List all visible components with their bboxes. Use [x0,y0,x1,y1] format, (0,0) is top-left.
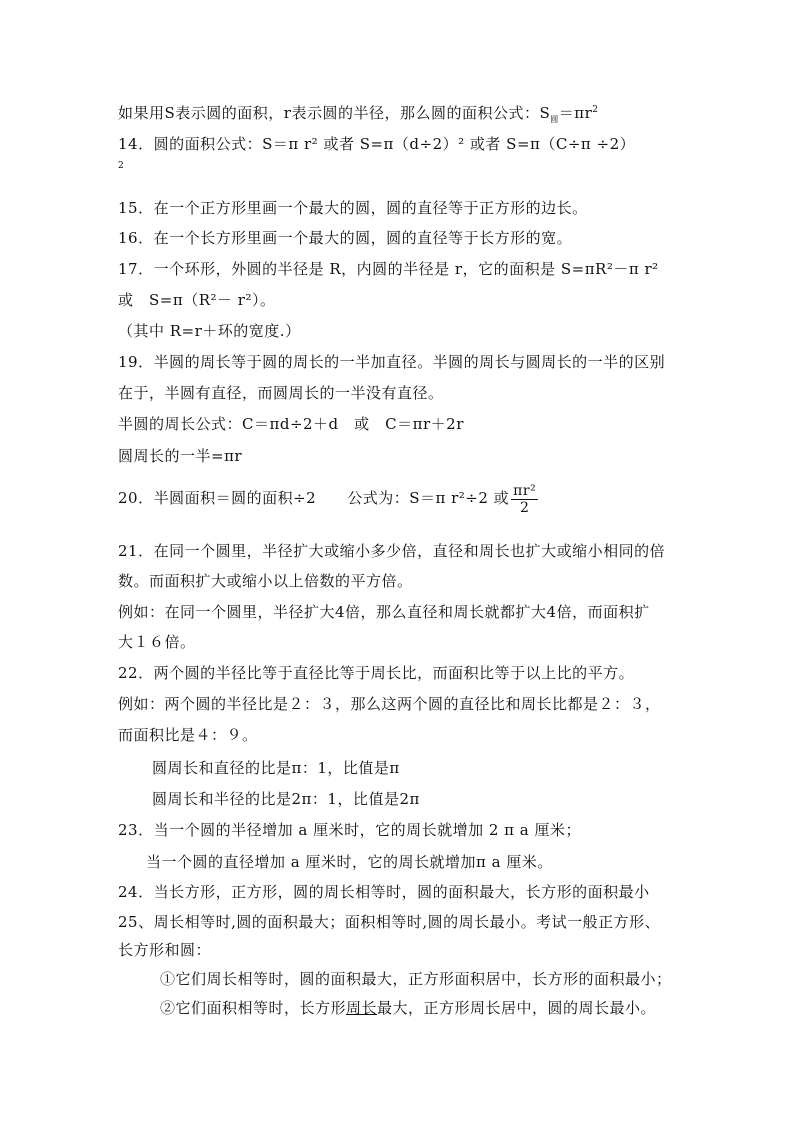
fraction-denominator: 2 [519,499,530,516]
text-line-17: 17．一个环形，外圆的半径是 R，内圆的半径是 r，它的面积是 S=πR²－π r² [118,260,659,278]
fraction-numerator: πr² [513,482,537,499]
text-line-21: 21．在同一个圆里，半径扩大或缩小多少倍，直径和周长也扩大或缩小相同的倍 [118,542,666,560]
text-line-ratio-diameter: 圆周长和直径的比是π：1，比值是π [152,759,400,777]
text-line-15: 15．在一个正方形里画一个最大的圆，圆的直径等于正方形的边长。 [118,199,588,217]
text-line-19: 19．半圆的周长等于圆的周长的一半加直径。半圆的周长与圆周长的一半的区别 [118,353,666,371]
text-line-17-cont: 或 S=π（R²－ r²）。 [118,291,276,309]
text-line-21-cont: 数。而面积扩大或缩小以上倍数的平方倍。 [118,572,413,590]
text-line-25-cont: 长方形和圆： [118,941,212,959]
text-line-22-example-cont: 而面积比是４：９。 [118,726,258,744]
text-line-21-example-cont: 大１６倍。 [118,633,196,651]
text-segment: ②它们面积相等时，长方形 [160,999,347,1017]
text-line-25-item-2 [160,998,656,1018]
text-line-21-example: 例如：在同一个圆里，半径扩大4倍，那么直径和周长就都扩大4倍，而面积扩 [118,603,650,621]
subscript: 圆 [550,115,559,124]
text-line-23: 23．当一个圆的半径增加 a 厘米时，它的周长就增加 2 π a 厘米； [118,821,581,839]
text-line-17-note: （其中 R=r＋环的宽度.） [118,322,301,340]
text-line-20 [118,480,538,516]
text-segment: ＝πr [558,104,593,122]
text-line-19-cont: 在于，半圆有直径，而圆周长的一半没有直径。 [118,384,444,402]
text-line-25-item-1: ①它们周长相等时，圆的面积最大，正方形面积居中，长方形的面积最小； [160,970,672,988]
text-segment: 20．半圆面积＝圆的面积÷2 公式为：S＝π r²÷2 或 [118,489,510,507]
text-line-semicircle-perimeter: 半圆的周长公式：C＝πd÷2＋d 或 C＝πr＋2r [118,415,464,433]
text-line-14: 14．圆的面积公式：S＝π r² 或者 S=π（d÷2）² 或者 S=π（C÷π ÷2） [118,135,636,153]
text-line-22: 22．两个圆的半径比等于直径比等于周长比，而面积比等于以上比的平方。 [118,664,635,682]
text-line-area-formula-intro [118,100,599,130]
text-line-23-cont: 当一个圆的直径增加 a 厘米时，它的周长就增加π a 厘米。 [146,853,553,871]
text-line-14-wrap: 2 [118,161,125,171]
text-line-ratio-radius: 圆周长和半径的比是2π：1，比值是2π [152,790,420,808]
fraction [511,483,538,516]
text-line-half-circumference: 圆周长的一半=πr [118,447,243,465]
text-line-24: 24．当长方形，正方形，圆的周长相等时，圆的面积最大，长方形的面积最小 [118,883,650,901]
text-segment: 最大，正方形周长居中，圆的周长最小。 [377,999,657,1017]
text-segment: 如果用S表示圆的面积，r表示圆的半径，那么圆的面积公式：S [118,104,551,122]
superscript: 2 [592,105,599,115]
underlined-text: 周长 [346,999,378,1017]
text-line-16: 16．在一个长方形里画一个最大的圆，圆的直径等于长方形的宽。 [118,229,573,247]
text-line-22-example: 例如：两个圆的半径比是２：３，那么这两个圆的直径比和周长比都是２：３， [118,695,661,713]
text-line-25: 25、周长相等时,圆的面积最大；面积相等时,圆的周长最小。考试一般正方形、 [118,913,661,931]
